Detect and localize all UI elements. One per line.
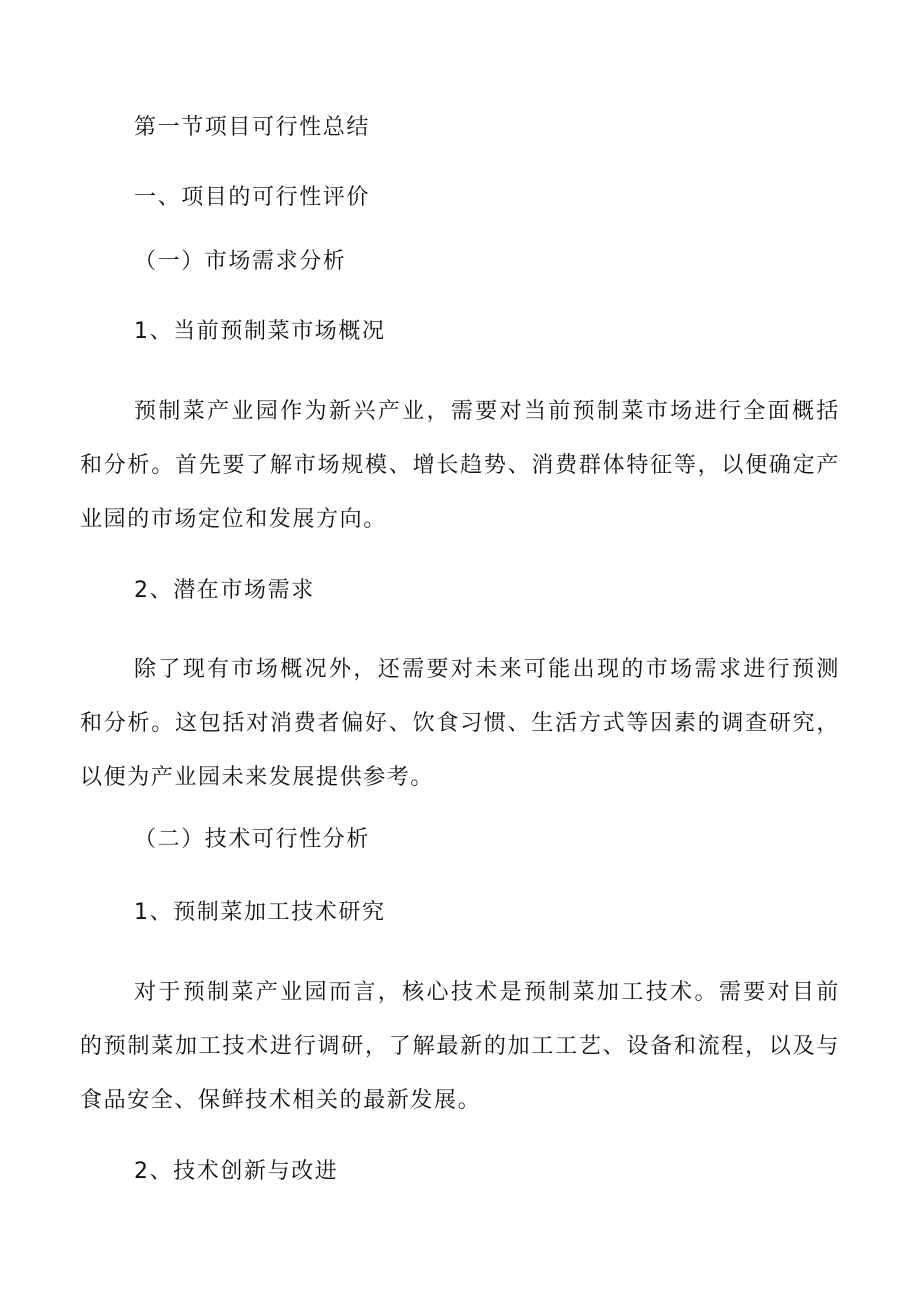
item-potential-demand-body: 除了现有市场概况外，还需要对未来可能出现的市场需求进行预测和分析。这包括对消费者偏好、饮食习惯、生活方式等因素的调查研究，以便为产业园未来发展提供参考。 (80, 657, 840, 790)
item-tech-innovation-title: 2、技术创新与改进 (134, 1159, 339, 1184)
item-current-market-title: 1、当前预制菜市场概况 (134, 319, 386, 344)
section-title: 第一节项目可行性总结 (134, 115, 371, 140)
item-current-market-body: 预制菜产业园作为新兴产业，需要对当前预制菜市场进行全面概括和分析。首先要了解市场规模、增长趋势、消费群体特征等，以便确定产业园的市场定位和发展方向。 (80, 399, 840, 532)
subheading-technical-feasibility: （二）技术可行性分析 (134, 827, 371, 852)
item-processing-tech-title: 1、预制菜加工技术研究 (134, 900, 386, 925)
item-processing-tech-body: 对于预制菜产业园而言，核心技术是预制菜加工技术。需要对目前的预制菜加工技术进行调研，了解最新的加工工艺、设备和流程，以及与食品安全、保鲜技术相关的最新发展。 (80, 980, 840, 1113)
heading-feasibility-evaluation: 一、项目的可行性评价 (134, 185, 371, 210)
subheading-market-demand: （一）市场需求分析 (134, 249, 347, 274)
item-potential-demand-title: 2、潜在市场需求 (134, 578, 315, 603)
